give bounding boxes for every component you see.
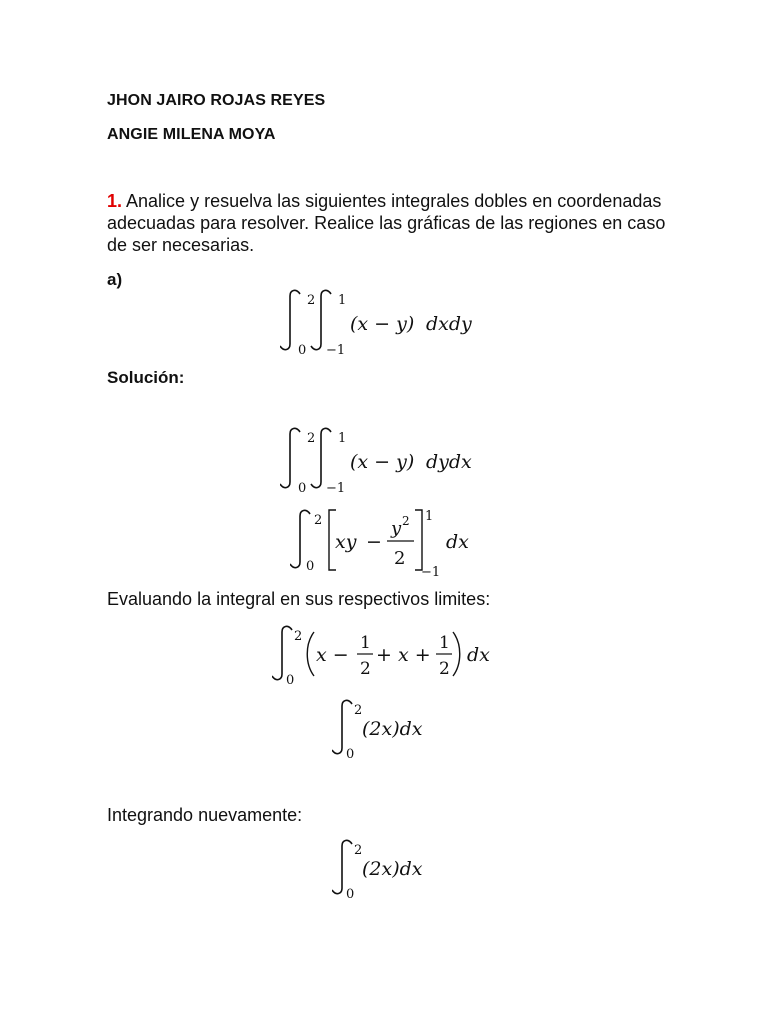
author-2: ANGIE MILENA MOYA [107,126,276,143]
equation-4 [272,620,502,690]
integrating-text: Integrando nuevamente: [107,805,303,825]
fraction-1-numerator: 1 [360,633,371,653]
right-parenthesis [453,632,460,676]
integral-sign [280,290,300,349]
equation-5 [332,696,452,762]
outer-lower-limit: 0 [298,343,307,358]
differentials: dydx [426,451,472,473]
problem-statement [107,190,687,256]
outer-upper-limit: 2 [307,293,316,308]
evaluation-upper: 1 [425,509,434,524]
part-label: a) [107,270,123,289]
integrand: (x − y) [350,451,415,473]
term-xy: xy [335,531,357,553]
right-bracket [415,510,422,570]
fraction-1-denominator: 2 [360,659,371,679]
lower-limit: 0 [346,747,355,762]
fraction-numerator: y [391,518,402,539]
equation-2 [280,424,500,496]
equation-1 [280,286,500,358]
lower-limit: 0 [346,887,355,902]
differential: dx [467,644,490,666]
inner-lower-limit: −1 [326,343,346,358]
problem-number: 1. [107,191,123,211]
minus-sign: − [366,531,382,553]
left-parenthesis [307,632,314,676]
solution-label: Solución: [107,368,185,387]
inner-lower-limit: −1 [326,481,346,496]
outer-lower-limit: 0 [298,481,307,496]
fraction-2-denominator: 2 [439,659,450,679]
problem-text: Analice y resuelva las siguientes integrales dobles en coordenadas adecuadas para resolver. Realice las gráficas de las regiones en caso de ser necesarias. [107,191,666,255]
integral-sign [280,428,300,487]
equation-3 [290,504,490,580]
evaluation-lower: −1 [421,565,441,580]
term-2: + x + [376,644,431,666]
upper-limit: 2 [314,513,323,528]
integrand-expression: (2x)dx [362,718,423,740]
upper-limit: 2 [294,629,303,644]
integral-sign [332,700,352,753]
upper-limit: 2 [354,703,363,718]
fraction-numerator-exponent: 2 [402,514,410,528]
integrand: (x − y) [350,313,415,335]
inner-upper-limit: 1 [338,431,347,446]
equation-6 [332,836,452,902]
inner-upper-limit: 1 [338,293,347,308]
term-1: x − [316,644,349,666]
differential: dx [446,531,469,553]
upper-limit: 2 [354,843,363,858]
differentials: dxdy [426,313,472,335]
outer-upper-limit: 2 [307,431,316,446]
lower-limit: 0 [306,559,315,574]
lower-limit: 0 [286,673,295,688]
integral-sign [272,626,292,679]
integrand-expression: (2x)dx [362,858,423,880]
fraction-2-numerator: 1 [439,633,450,653]
author-1: JHON JAIRO ROJAS REYES [107,92,326,109]
evaluating-text: Evaluando la integral en sus respectivos limites: [107,589,491,609]
fraction-denominator: 2 [394,548,406,569]
integral-sign [332,840,352,893]
